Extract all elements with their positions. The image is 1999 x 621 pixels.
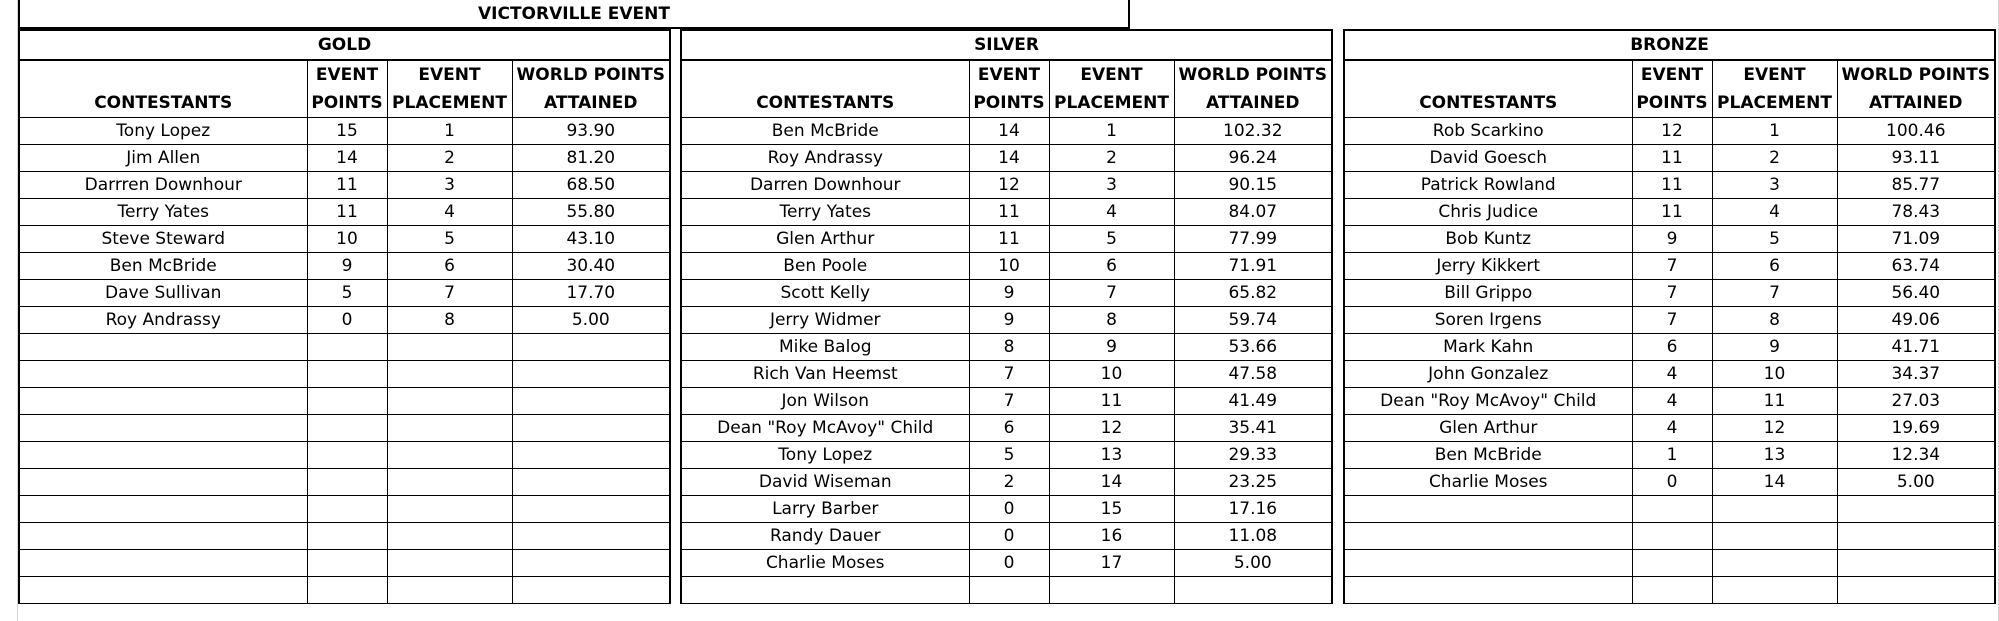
world-points-cell[interactable]: 34.37 <box>1837 361 1995 388</box>
world-points-header[interactable]: WORLD POINTS ATTAINED <box>512 60 670 118</box>
event-points-cell[interactable]: 5 <box>307 280 387 307</box>
world-points-cell[interactable]: 85.77 <box>1837 172 1995 199</box>
event-points-header[interactable]: EVENT POINTS <box>307 60 387 118</box>
event-points-cell[interactable]: 0 <box>1632 469 1712 496</box>
empty-cell[interactable] <box>1344 496 1632 523</box>
world-points-cell[interactable]: 59.74 <box>1174 307 1332 334</box>
empty-cell[interactable] <box>512 442 670 469</box>
empty-cell[interactable] <box>1344 550 1632 577</box>
event-placement-header[interactable]: EVENT PLACEMENT <box>1712 60 1837 118</box>
contestant-cell[interactable]: Rob Scarkino <box>1344 118 1632 145</box>
event-placement-cell[interactable]: 11 <box>1712 388 1837 415</box>
event-points-cell[interactable]: 5 <box>969 442 1049 469</box>
table-row <box>19 145 670 172</box>
table-row <box>1344 469 1995 496</box>
silver-table <box>680 29 1333 604</box>
world-points-cell[interactable]: 12.34 <box>1837 442 1995 469</box>
event-placement-cell[interactable]: 17 <box>1049 550 1174 577</box>
empty-row <box>19 577 670 604</box>
empty-row <box>19 550 670 577</box>
table-row <box>681 415 1332 442</box>
table-row <box>681 280 1332 307</box>
table-row <box>681 226 1332 253</box>
empty-cell[interactable] <box>1712 523 1837 550</box>
event-points-cell[interactable]: 12 <box>1632 118 1712 145</box>
empty-cell[interactable] <box>512 550 670 577</box>
event-placement-cell[interactable]: 3 <box>1049 172 1174 199</box>
event-points-cell[interactable]: 0 <box>969 523 1049 550</box>
table-row <box>681 199 1332 226</box>
contestant-cell[interactable]: John Gonzalez <box>1344 361 1632 388</box>
empty-cell[interactable] <box>19 388 307 415</box>
empty-cell[interactable] <box>1837 577 1995 604</box>
contestant-cell[interactable]: David Goesch <box>1344 145 1632 172</box>
empty-row <box>1344 523 1995 550</box>
event-points-cell[interactable]: 4 <box>1632 361 1712 388</box>
event-placement-cell[interactable]: 8 <box>1712 307 1837 334</box>
column-header-row <box>681 60 1332 118</box>
event-points-header[interactable]: EVENT POINTS <box>1632 60 1712 118</box>
empty-cell[interactable] <box>387 469 512 496</box>
contestant-cell[interactable]: Ben McBride <box>1344 442 1632 469</box>
contestant-cell[interactable]: Darrren Downhour <box>19 172 307 199</box>
event-placement-header[interactable]: EVENT PLACEMENT <box>1049 60 1174 118</box>
table-row <box>681 118 1332 145</box>
event-placement-cell[interactable]: 2 <box>1712 145 1837 172</box>
empty-cell[interactable] <box>1632 550 1712 577</box>
table-row <box>681 496 1332 523</box>
table-row <box>681 388 1332 415</box>
empty-cell[interactable] <box>512 361 670 388</box>
event-points-cell[interactable]: 4 <box>1632 388 1712 415</box>
event-points-cell[interactable]: 0 <box>969 496 1049 523</box>
empty-row <box>19 415 670 442</box>
table-row <box>1344 334 1995 361</box>
event-points-cell[interactable]: 1 <box>1632 442 1712 469</box>
event-points-cell[interactable]: 9 <box>969 280 1049 307</box>
world-points-cell[interactable]: 17.70 <box>512 280 670 307</box>
contestant-cell[interactable]: Dean "Roy McAvoy" Child <box>681 415 969 442</box>
contestant-cell[interactable]: Roy Andrassy <box>19 307 307 334</box>
empty-cell[interactable] <box>307 442 387 469</box>
table-row <box>19 307 670 334</box>
world-points-cell[interactable]: 17.16 <box>1174 496 1332 523</box>
table-row <box>1344 199 1995 226</box>
event-placement-cell[interactable]: 6 <box>1712 253 1837 280</box>
empty-cell[interactable] <box>19 577 307 604</box>
contestant-cell[interactable]: Dave Sullivan <box>19 280 307 307</box>
event-placement-cell[interactable]: 4 <box>1712 199 1837 226</box>
empty-cell[interactable] <box>307 496 387 523</box>
world-points-cell[interactable]: 29.33 <box>1174 442 1332 469</box>
empty-cell[interactable] <box>387 523 512 550</box>
event-points-cell[interactable]: 7 <box>969 388 1049 415</box>
world-points-header[interactable]: WORLD POINTS ATTAINED <box>1174 60 1332 118</box>
division-name[interactable]: BRONZE <box>1344 30 1995 60</box>
event-placement-cell[interactable]: 5 <box>1049 226 1174 253</box>
world-points-cell[interactable]: 30.40 <box>512 253 670 280</box>
event-points-cell[interactable]: 12 <box>969 172 1049 199</box>
empty-cell[interactable] <box>19 496 307 523</box>
empty-cell[interactable] <box>307 577 387 604</box>
world-points-cell[interactable]: 71.91 <box>1174 253 1332 280</box>
event-placement-cell[interactable]: 1 <box>1049 118 1174 145</box>
empty-cell[interactable] <box>1632 523 1712 550</box>
event-points-cell[interactable]: 11 <box>307 172 387 199</box>
contestant-cell[interactable]: Scott Kelly <box>681 280 969 307</box>
event-placement-cell[interactable]: 13 <box>1049 442 1174 469</box>
empty-cell[interactable] <box>387 334 512 361</box>
event-placement-cell[interactable]: 5 <box>1712 226 1837 253</box>
contestant-cell[interactable]: Dean "Roy McAvoy" Child <box>1344 388 1632 415</box>
empty-cell[interactable] <box>19 469 307 496</box>
event-placement-cell[interactable]: 16 <box>1049 523 1174 550</box>
contestant-cell[interactable]: Soren Irgens <box>1344 307 1632 334</box>
table-row <box>1344 280 1995 307</box>
event-points-cell[interactable]: 11 <box>307 199 387 226</box>
event-placement-cell[interactable]: 2 <box>387 145 512 172</box>
event-points-cell[interactable]: 9 <box>1632 226 1712 253</box>
event-points-cell[interactable]: 7 <box>1632 307 1712 334</box>
empty-cell[interactable] <box>19 442 307 469</box>
contestant-cell[interactable]: Roy Andrassy <box>681 145 969 172</box>
world-points-cell[interactable]: 49.06 <box>1837 307 1995 334</box>
empty-cell[interactable] <box>387 361 512 388</box>
empty-cell[interactable] <box>307 388 387 415</box>
world-points-cell[interactable]: 63.74 <box>1837 253 1995 280</box>
empty-cell[interactable] <box>1837 550 1995 577</box>
column-header-row <box>19 60 670 118</box>
gold-table <box>18 29 671 604</box>
empty-cell[interactable] <box>1712 550 1837 577</box>
event-placement-cell[interactable]: 12 <box>1712 415 1837 442</box>
contestant-header[interactable]: CONTESTANTS <box>1344 60 1632 118</box>
event-title: VICTORVILLE EVENT <box>18 0 1130 29</box>
empty-cell[interactable] <box>19 361 307 388</box>
contestant-cell[interactable]: Tony Lopez <box>681 442 969 469</box>
table-row <box>1344 442 1995 469</box>
world-points-cell[interactable]: 68.50 <box>512 172 670 199</box>
event-placement-cell[interactable]: 14 <box>1712 469 1837 496</box>
empty-row <box>19 361 670 388</box>
contestant-cell[interactable]: Mike Balog <box>681 334 969 361</box>
event-points-cell[interactable]: 8 <box>969 334 1049 361</box>
column-header-row <box>1344 60 1995 118</box>
contestant-cell[interactable]: Terry Yates <box>681 199 969 226</box>
event-placement-cell[interactable]: 10 <box>1049 361 1174 388</box>
table-row <box>681 361 1332 388</box>
contestant-cell[interactable]: Darren Downhour <box>681 172 969 199</box>
contestant-header[interactable]: CONTESTANTS <box>19 60 307 118</box>
event-points-cell[interactable]: 11 <box>1632 199 1712 226</box>
world-points-cell[interactable]: 78.43 <box>1837 199 1995 226</box>
table-row <box>681 550 1332 577</box>
world-points-cell[interactable]: 53.66 <box>1174 334 1332 361</box>
event-placement-cell[interactable]: 12 <box>1049 415 1174 442</box>
empty-cell[interactable] <box>307 361 387 388</box>
table-row <box>1344 145 1995 172</box>
empty-cell[interactable] <box>1837 523 1995 550</box>
contestant-cell[interactable]: Tony Lopez <box>19 118 307 145</box>
world-points-cell[interactable]: 93.11 <box>1837 145 1995 172</box>
table-row <box>1344 388 1995 415</box>
table-row <box>681 523 1332 550</box>
world-points-cell[interactable]: 77.99 <box>1174 226 1332 253</box>
contestant-header[interactable]: CONTESTANTS <box>681 60 969 118</box>
event-placement-cell[interactable]: 4 <box>1049 199 1174 226</box>
empty-cell[interactable] <box>1049 577 1174 604</box>
world-points-cell[interactable]: 102.32 <box>1174 118 1332 145</box>
event-placement-cell[interactable]: 4 <box>387 199 512 226</box>
world-points-cell[interactable]: 41.49 <box>1174 388 1332 415</box>
empty-cell[interactable] <box>387 496 512 523</box>
world-points-cell[interactable]: 96.24 <box>1174 145 1332 172</box>
table-row <box>681 172 1332 199</box>
contestant-cell[interactable]: Chris Judice <box>1344 199 1632 226</box>
empty-cell[interactable] <box>512 577 670 604</box>
world-points-cell[interactable]: 71.09 <box>1837 226 1995 253</box>
contestant-cell[interactable]: Patrick Rowland <box>1344 172 1632 199</box>
empty-cell[interactable] <box>19 334 307 361</box>
empty-cell[interactable] <box>1712 577 1837 604</box>
empty-cell[interactable] <box>387 388 512 415</box>
event-points-cell[interactable]: 10 <box>969 253 1049 280</box>
world-points-cell[interactable]: 11.08 <box>1174 523 1332 550</box>
event-placement-cell[interactable]: 7 <box>387 280 512 307</box>
division-name[interactable]: SILVER <box>681 30 1332 60</box>
event-points-cell[interactable]: 9 <box>307 253 387 280</box>
contestant-cell[interactable]: Ben McBride <box>19 253 307 280</box>
contestant-cell[interactable]: Terry Yates <box>19 199 307 226</box>
division-header-row <box>1344 30 1995 60</box>
contestant-cell[interactable]: Rich Van Heemst <box>681 361 969 388</box>
event-placement-cell[interactable]: 7 <box>1712 280 1837 307</box>
empty-cell[interactable] <box>512 415 670 442</box>
empty-cell[interactable] <box>307 523 387 550</box>
event-placement-cell[interactable]: 9 <box>1712 334 1837 361</box>
event-points-cell[interactable]: 7 <box>969 361 1049 388</box>
world-points-cell[interactable]: 35.41 <box>1174 415 1332 442</box>
empty-cell[interactable] <box>1712 496 1837 523</box>
empty-row <box>19 388 670 415</box>
empty-row <box>19 469 670 496</box>
event-points-cell[interactable]: 6 <box>1632 334 1712 361</box>
table-row <box>1344 361 1995 388</box>
event-placement-cell[interactable]: 2 <box>1049 145 1174 172</box>
event-points-cell[interactable]: 11 <box>969 199 1049 226</box>
empty-row <box>19 334 670 361</box>
table-row <box>681 253 1332 280</box>
event-points-cell[interactable]: 9 <box>969 307 1049 334</box>
contestant-cell[interactable]: Glen Arthur <box>681 226 969 253</box>
world-points-cell[interactable]: 93.90 <box>512 118 670 145</box>
contestant-cell[interactable]: Charlie Moses <box>1344 469 1632 496</box>
empty-row <box>1344 550 1995 577</box>
table-row <box>1344 253 1995 280</box>
empty-cell[interactable] <box>307 550 387 577</box>
contestant-cell[interactable]: Bill Grippo <box>1344 280 1632 307</box>
empty-cell[interactable] <box>681 577 969 604</box>
contestant-cell[interactable]: Randy Dauer <box>681 523 969 550</box>
event-points-cell[interactable]: 4 <box>1632 415 1712 442</box>
empty-row <box>19 496 670 523</box>
contestant-cell[interactable]: Jim Allen <box>19 145 307 172</box>
empty-cell[interactable] <box>1632 496 1712 523</box>
empty-cell[interactable] <box>19 415 307 442</box>
world-points-cell[interactable]: 81.20 <box>512 145 670 172</box>
empty-row <box>19 523 670 550</box>
empty-cell[interactable] <box>307 469 387 496</box>
event-placement-cell[interactable]: 11 <box>1049 388 1174 415</box>
table-row <box>19 253 670 280</box>
table-row <box>681 145 1332 172</box>
event-points-cell[interactable]: 11 <box>969 226 1049 253</box>
empty-cell[interactable] <box>1632 577 1712 604</box>
event-points-cell[interactable]: 0 <box>969 550 1049 577</box>
table-row <box>19 172 670 199</box>
world-points-cell[interactable]: 56.40 <box>1837 280 1995 307</box>
table-row <box>1344 226 1995 253</box>
empty-cell[interactable] <box>307 415 387 442</box>
contestant-cell[interactable]: Charlie Moses <box>681 550 969 577</box>
division-name[interactable]: GOLD <box>19 30 670 60</box>
empty-row <box>681 577 1332 604</box>
table-row <box>681 442 1332 469</box>
world-points-cell[interactable]: 19.69 <box>1837 415 1995 442</box>
table-row <box>1344 172 1995 199</box>
contestant-cell[interactable]: Jerry Kikkert <box>1344 253 1632 280</box>
event-points-cell[interactable]: 10 <box>307 226 387 253</box>
world-points-cell[interactable]: 47.58 <box>1174 361 1332 388</box>
event-placement-cell[interactable]: 9 <box>1049 334 1174 361</box>
empty-cell[interactable] <box>1174 577 1332 604</box>
contestant-cell[interactable]: Mark Kahn <box>1344 334 1632 361</box>
event-placement-cell[interactable]: 1 <box>1712 118 1837 145</box>
table-row <box>1344 307 1995 334</box>
contestant-cell[interactable]: Ben Poole <box>681 253 969 280</box>
event-points-cell[interactable]: 7 <box>1632 280 1712 307</box>
event-placement-cell[interactable]: 3 <box>387 172 512 199</box>
event-placement-cell[interactable]: 1 <box>387 118 512 145</box>
world-points-cell[interactable]: 5.00 <box>1174 550 1332 577</box>
event-placement-cell[interactable]: 14 <box>1049 469 1174 496</box>
empty-cell[interactable] <box>387 442 512 469</box>
empty-cell[interactable] <box>1344 523 1632 550</box>
contestant-cell[interactable]: Steve Steward <box>19 226 307 253</box>
empty-row <box>19 442 670 469</box>
empty-cell[interactable] <box>512 469 670 496</box>
contestant-cell[interactable]: Jerry Widmer <box>681 307 969 334</box>
world-points-cell[interactable]: 5.00 <box>1837 469 1995 496</box>
empty-cell[interactable] <box>512 388 670 415</box>
event-placement-cell[interactable]: 8 <box>1049 307 1174 334</box>
event-points-cell[interactable]: 11 <box>1632 172 1712 199</box>
event-points-cell[interactable]: 6 <box>969 415 1049 442</box>
empty-cell[interactable] <box>1344 577 1632 604</box>
table-row <box>681 334 1332 361</box>
contestant-cell[interactable]: Bob Kuntz <box>1344 226 1632 253</box>
empty-cell[interactable] <box>19 550 307 577</box>
empty-cell[interactable] <box>19 523 307 550</box>
world-points-cell[interactable]: 65.82 <box>1174 280 1332 307</box>
world-points-cell[interactable]: 23.25 <box>1174 469 1332 496</box>
event-placement-cell[interactable]: 5 <box>387 226 512 253</box>
world-points-header[interactable]: WORLD POINTS ATTAINED <box>1837 60 1995 118</box>
event-points-cell[interactable]: 2 <box>969 469 1049 496</box>
event-points-cell[interactable]: 0 <box>307 307 387 334</box>
world-points-cell[interactable]: 90.15 <box>1174 172 1332 199</box>
world-points-cell[interactable]: 100.46 <box>1837 118 1995 145</box>
world-points-cell[interactable]: 55.80 <box>512 199 670 226</box>
empty-cell[interactable] <box>387 577 512 604</box>
division-header-row <box>19 30 670 60</box>
contestant-cell[interactable]: David Wiseman <box>681 469 969 496</box>
event-placement-cell[interactable]: 13 <box>1712 442 1837 469</box>
world-points-cell[interactable]: 84.07 <box>1174 199 1332 226</box>
contestant-cell[interactable]: Glen Arthur <box>1344 415 1632 442</box>
event-placement-cell[interactable]: 10 <box>1712 361 1837 388</box>
division-header-row <box>681 30 1332 60</box>
empty-row <box>1344 496 1995 523</box>
table-row <box>19 280 670 307</box>
world-points-cell[interactable]: 27.03 <box>1837 388 1995 415</box>
table-row <box>19 118 670 145</box>
event-points-cell[interactable]: 7 <box>1632 253 1712 280</box>
event-placement-cell[interactable]: 6 <box>1049 253 1174 280</box>
event-placement-cell[interactable]: 6 <box>387 253 512 280</box>
event-placement-header[interactable]: EVENT PLACEMENT <box>387 60 512 118</box>
event-placement-cell[interactable]: 8 <box>387 307 512 334</box>
event-points-cell[interactable]: 14 <box>969 145 1049 172</box>
world-points-cell[interactable]: 5.00 <box>512 307 670 334</box>
empty-cell[interactable] <box>1837 496 1995 523</box>
world-points-cell[interactable]: 41.71 <box>1837 334 1995 361</box>
table-row <box>681 307 1332 334</box>
empty-row <box>1344 577 1995 604</box>
event-points-cell[interactable]: 15 <box>307 118 387 145</box>
empty-cell[interactable] <box>512 334 670 361</box>
contestant-cell[interactable]: Larry Barber <box>681 496 969 523</box>
event-points-cell[interactable]: 11 <box>1632 145 1712 172</box>
event-placement-cell[interactable]: 15 <box>1049 496 1174 523</box>
event-points-cell[interactable]: 14 <box>969 118 1049 145</box>
empty-cell[interactable] <box>387 415 512 442</box>
empty-cell[interactable] <box>969 577 1049 604</box>
contestant-cell[interactable]: Ben McBride <box>681 118 969 145</box>
bronze-table <box>1343 29 1996 604</box>
event-placement-cell[interactable]: 7 <box>1049 280 1174 307</box>
table-row <box>19 226 670 253</box>
world-points-cell[interactable]: 43.10 <box>512 226 670 253</box>
event-placement-cell[interactable]: 3 <box>1712 172 1837 199</box>
empty-cell[interactable] <box>512 523 670 550</box>
table-row <box>681 469 1332 496</box>
empty-cell[interactable] <box>387 550 512 577</box>
table-row <box>1344 415 1995 442</box>
event-points-cell[interactable]: 14 <box>307 145 387 172</box>
table-row <box>1344 118 1995 145</box>
empty-cell[interactable] <box>512 496 670 523</box>
empty-cell[interactable] <box>307 334 387 361</box>
event-points-header[interactable]: EVENT POINTS <box>969 60 1049 118</box>
contestant-cell[interactable]: Jon Wilson <box>681 388 969 415</box>
table-row <box>19 199 670 226</box>
